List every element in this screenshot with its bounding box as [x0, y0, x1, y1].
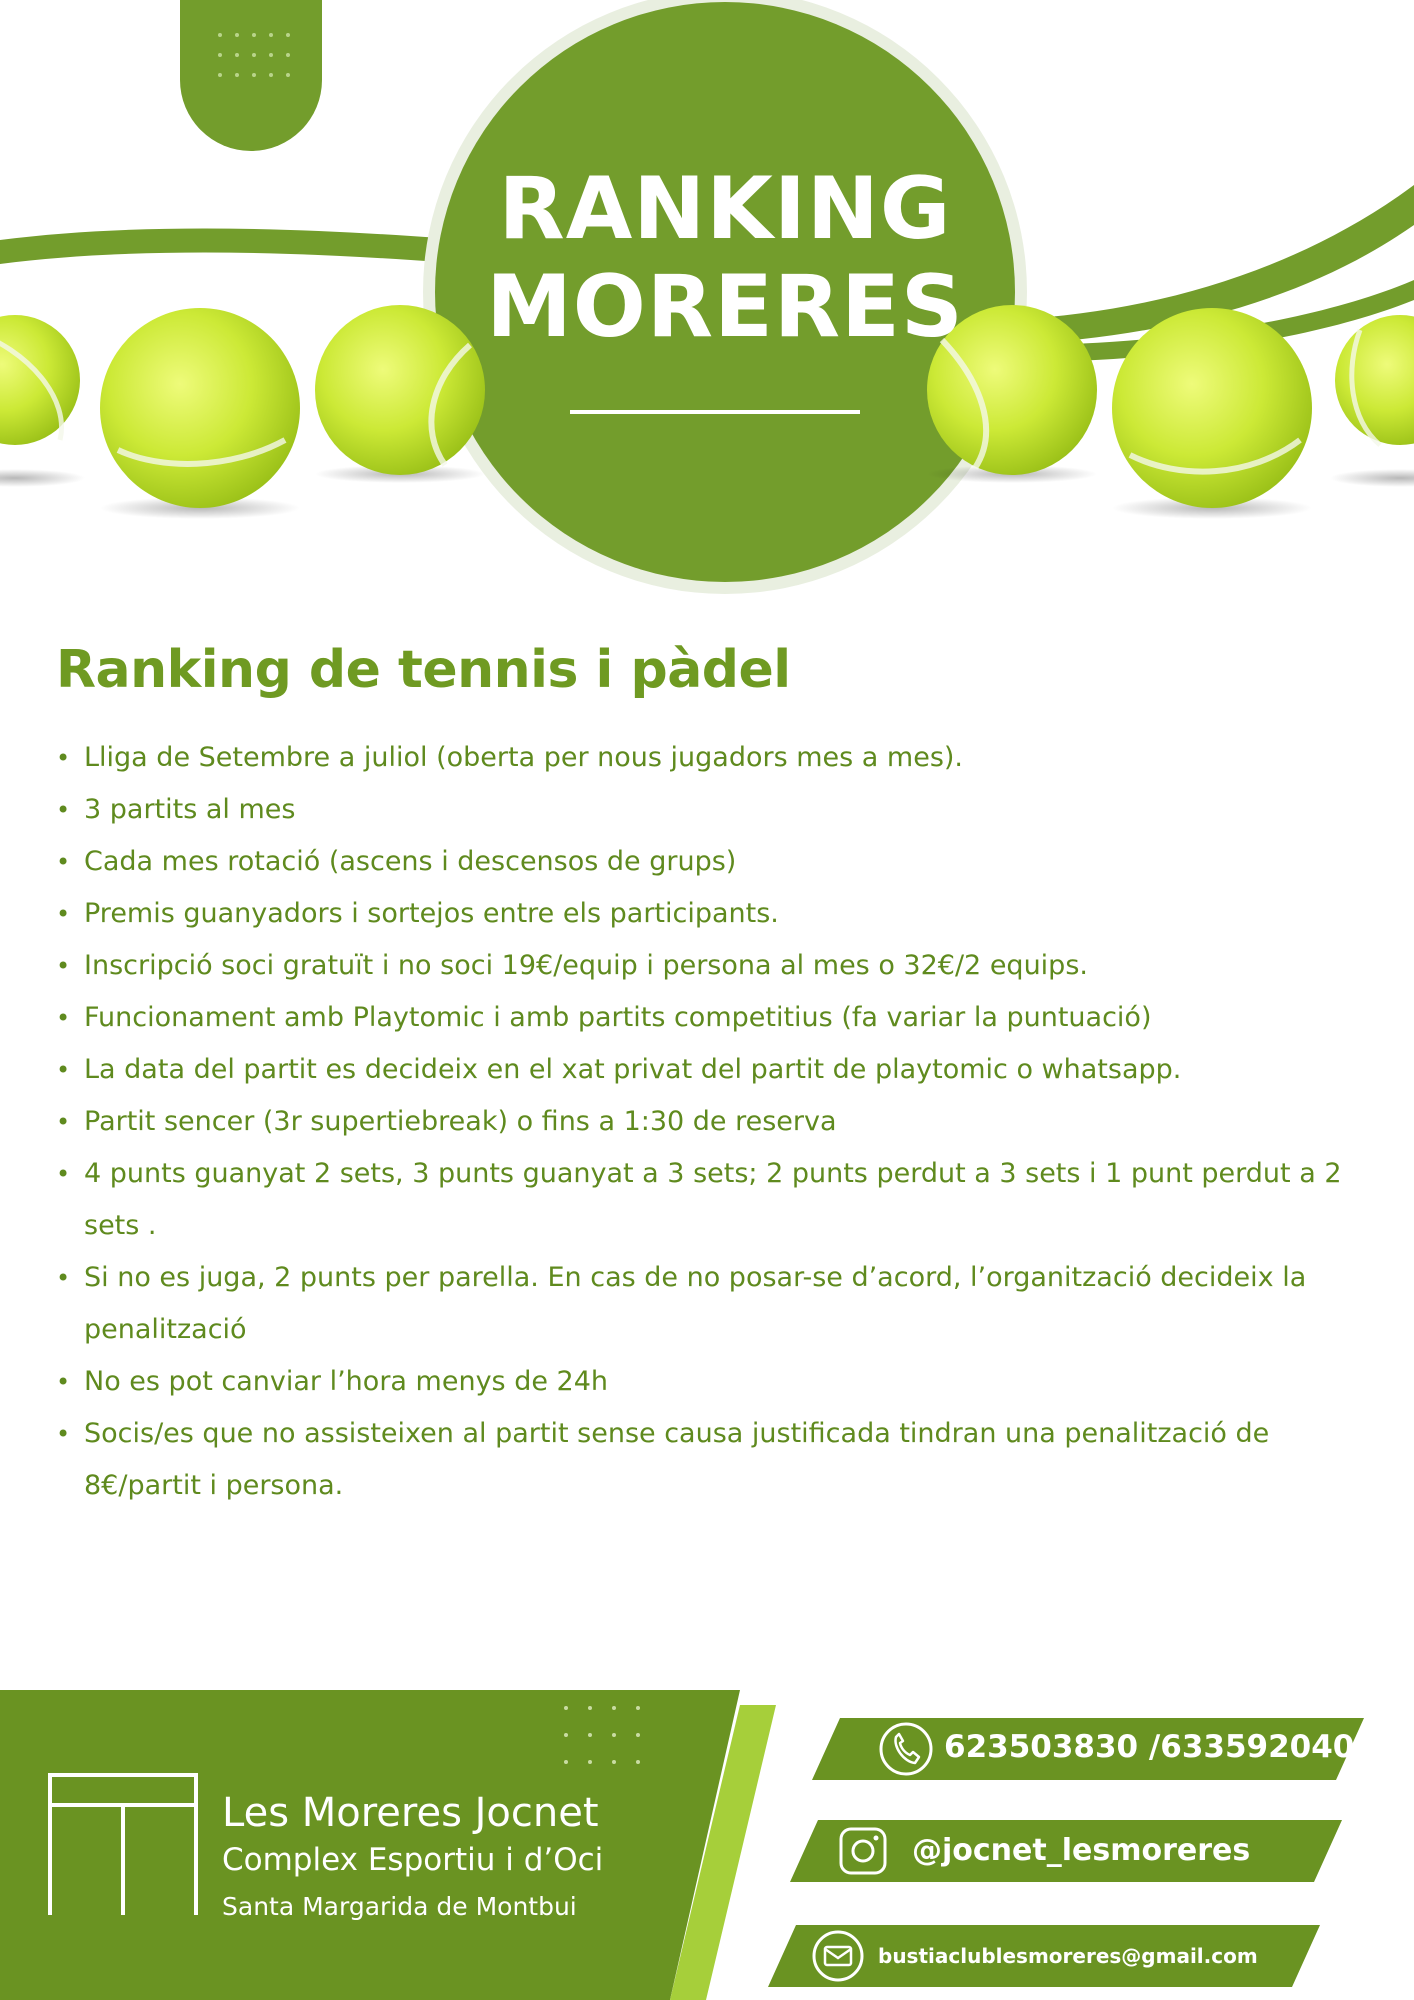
tennis-ball-5 [1112, 308, 1312, 508]
phone-number[interactable]: 623503830 /633592040 [944, 1729, 1355, 1765]
tennis-ball-1 [0, 315, 80, 445]
list-item: • Funcionament amb Playtomic i amb partits competitius (fa variar la puntuació) [56, 992, 1376, 1044]
list-item: • No es pot canviar l’hora menys de 24h [56, 1356, 1376, 1408]
tennis-ball-6 [1335, 315, 1414, 445]
instagram-handle[interactable]: @jocnet_lesmoreres [912, 1833, 1251, 1868]
hero-title-line2: MORERES [486, 257, 964, 357]
list-item: • Cada mes rotació (ascens i descensos de grups) [56, 836, 1376, 888]
list-item: • 4 punts guanyat 2 sets, 3 punts guanyat a 3 sets; 2 punts perdut a 3 sets i 1 punt perdut a 2 sets . [56, 1148, 1376, 1252]
rules-list [56, 732, 1376, 1512]
swoosh-left [0, 228, 440, 264]
list-item: • Si no es juga, 2 punts per parella. En cas de no posar-se d’acord, l’organització decideix la penalització [56, 1252, 1376, 1356]
list-item: • Partit sencer (3r supertiebreak) o fins a 1:30 de reserva [56, 1096, 1376, 1148]
club-town: Santa Margarida de Montbui [222, 1892, 577, 1921]
tennis-ball-2 [100, 308, 300, 508]
list-item: • 3 partits al mes [56, 784, 1376, 836]
list-item: • Inscripció soci gratuït i no soci 19€/equip i persona al mes o 32€/2 equips. [56, 940, 1376, 992]
list-item: • Lliga de Setembre a juliol (oberta per nous jugadors mes a mes). [56, 732, 1376, 784]
email-address[interactable]: bustiaclublesmoreres@gmail.com [878, 1944, 1258, 1968]
hero-title [440, 160, 1010, 356]
club-name: Les Moreres Jocnet [222, 1790, 599, 1836]
list-item: • La data del partit es decideix en el xat privat del partit de playtomic o whatsapp. [56, 1044, 1376, 1096]
section-heading: Ranking de tennis i pàdel [56, 640, 791, 700]
top-tab-shape [180, 0, 322, 151]
list-item: • Premis guanyadors i sortejos entre els participants. [56, 888, 1376, 940]
list-item: • Socis/es que no assisteixen al partit sense causa justificada tindran una penalització de 8€/partit i persona. [56, 1408, 1376, 1512]
club-subtitle: Complex Esportiu i d’Oci [222, 1842, 604, 1878]
hero-title-line1: RANKING [498, 159, 952, 259]
hero-divider [570, 410, 860, 414]
